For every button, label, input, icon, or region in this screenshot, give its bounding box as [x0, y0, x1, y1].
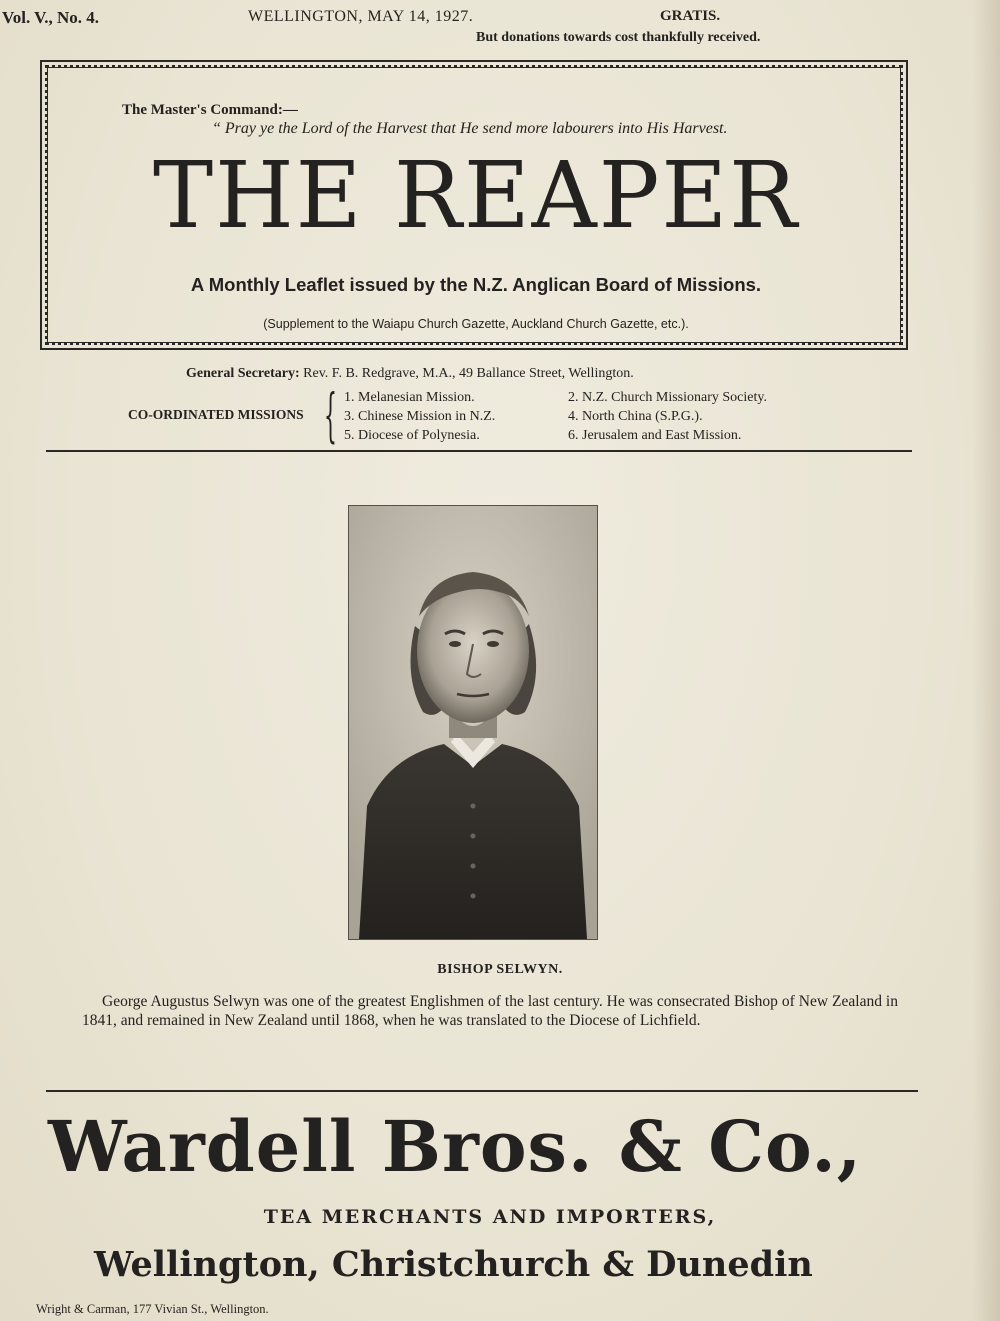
advertiser-trade: TEA MERCHANTS AND IMPORTERS, — [263, 1206, 717, 1228]
advertiser-cities: Wellington, Christchurch & Dunedin — [94, 1244, 813, 1285]
advertiser-name: Wardell Bros. & Co., — [48, 1105, 863, 1188]
missions-list-right — [568, 388, 767, 445]
gratis-label: GRATIS. — [660, 8, 721, 24]
publication-subtitle: A Monthly Leaflet issued by the N.Z. Anglican Board of Missions. — [190, 274, 762, 295]
dateline: WELLINGTON, MAY 14, 1927. — [248, 8, 474, 25]
publication-title: THE REAPER — [152, 142, 800, 249]
missions-label: CO-ORDINATED MISSIONS — [128, 407, 304, 422]
general-secretary-line — [186, 366, 634, 382]
divider-rule — [46, 450, 912, 452]
top-line — [0, 6, 1000, 46]
supplement-note: (Supplement to the Waiapu Church Gazette, Auckland Church Gazette, etc.). — [263, 317, 689, 331]
missions-list-left — [344, 388, 495, 445]
mission-item: 4. North China (S.P.G.). — [568, 409, 703, 424]
divider-rule — [46, 1090, 918, 1092]
brace-glyph: { — [324, 381, 337, 449]
mission-item: 3. Chinese Mission in N.Z. — [344, 409, 496, 424]
masthead-box — [40, 60, 908, 350]
secretary-value: Rev. F. B. Redgrave, M.A., 49 Ballance Street, Wellington. — [303, 366, 634, 381]
mission-item: 6. Jerusalem and East Mission. — [568, 428, 742, 443]
bishop-selwyn-portrait — [348, 505, 598, 940]
mission-item: 5. Diocese of Polynesia. — [344, 428, 480, 443]
caption-body: George Augustus Selwyn was one of the greatest Englishmen of the last century. He was consecrated Bishop of New Zealand in 1841, and remained in New Zealand until 1868, when he was translated to the Diocese of Lichfield. — [82, 993, 898, 1029]
binding-shadow — [972, 0, 1000, 1321]
secretary-label: General Secretary: — [186, 366, 300, 381]
portrait-image — [349, 506, 597, 939]
mission-item: 1. Melanesian Mission. — [344, 390, 475, 405]
command-quote: “ Pray ye the Lord of the Harvest that He send more labourers into His Harvest. — [212, 120, 728, 137]
command-label: The Master's Command:— — [122, 102, 298, 118]
printer-imprint: Wright & Carman, 177 Vivian St., Wellington. — [36, 1302, 269, 1316]
donations-note: But donations towards cost thankfully received. — [476, 30, 761, 45]
mission-item: 2. N.Z. Church Missionary Society. — [568, 390, 767, 405]
caption-title: BISHOP SELWYN. — [437, 962, 563, 977]
volume-number: Vol. V., No. 4. — [2, 8, 99, 27]
